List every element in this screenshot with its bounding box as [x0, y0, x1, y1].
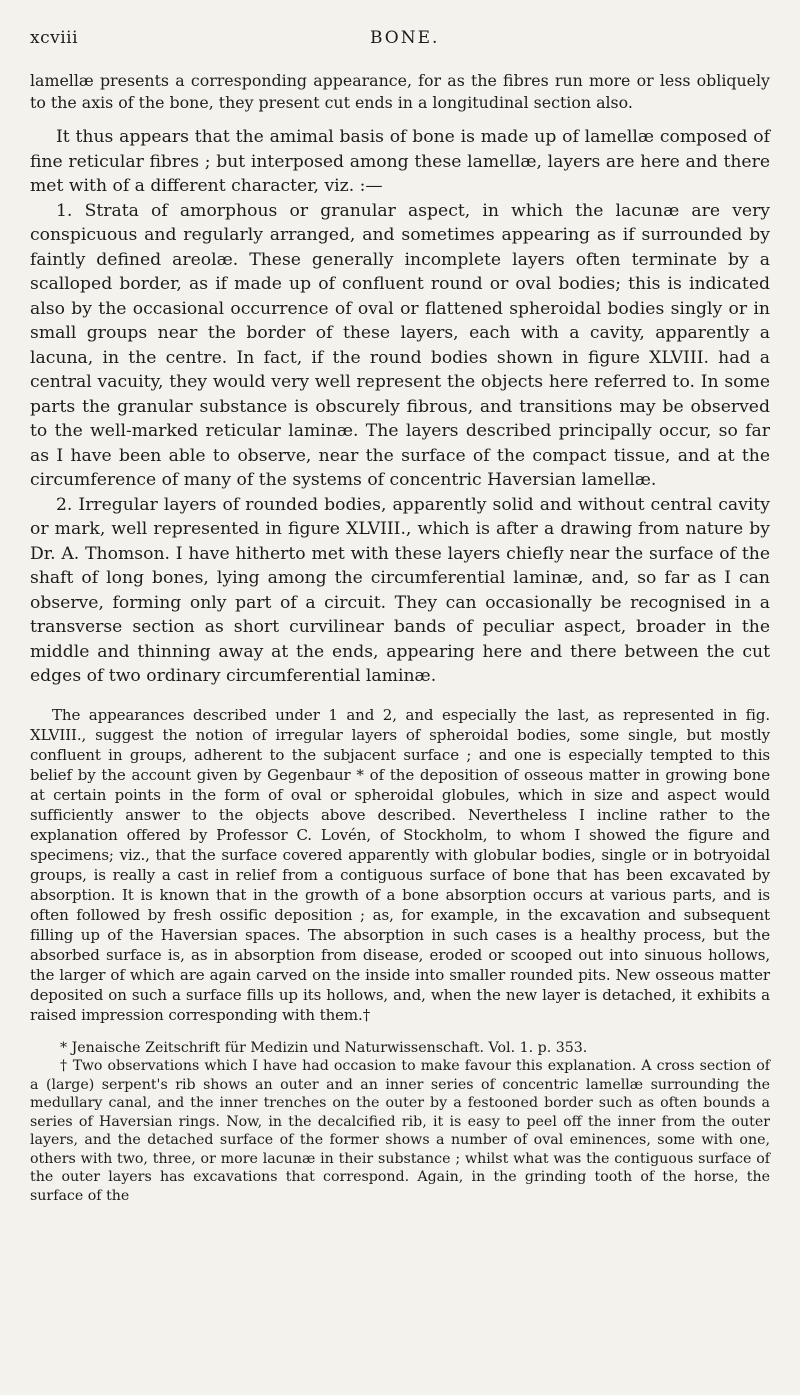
discussion-paragraph: The appearances described under 1 and 2, and especially the last, as represented in fig. XLVIII., suggest the notion of irregular layers of spheroidal bodies, some single, but mostly confluent in groups, adherent to the subjacent surface ; and one is especially tempted to this belief by the account given by Gegenbaur * of the deposition of osseous matter in growing bone at certain points in the form of oval or spheroidal globules, which in size and aspect would sufficiently answer to the objects above described. Nevertheless I incline rather to the explanation offered by Professor C. Lovén, of Stockholm, to whom I showed the figure and specimens; viz., that the surface covered apparently with globular bodies, single or in botryoidal groups, is really a cast in relief from a contiguous surface of bone that has been excavated by absorption. It is known that in the growth of a bone absorption occurs at various parts, and is often followed by fresh ossific deposition ; as, for example, in the excavation and subsequent filling up of the Haversian spaces. The absorption in such cases is a healthy process, but the absorbed surface is, as in absorption from disease, eroded or scooped out into sinuous hollows, the larger of which are again carved on the inside into smaller rounded pits. New osseous matter deposited on such a surface fills up its hollows, and, when the new layer is detached, it exhibits a raised impression corresponding with them.†	[30, 705, 770, 1024]
page-number: xcviii	[30, 28, 79, 48]
body-paragraph-strata: 1. Strata of amorphous or granular aspect, in which the lacunæ are very conspicuous and regularly arranged, and sometimes appearing as if surrounded by faintly defined areolæ. These generally incomplete layers often terminate by a scalloped border, as if made up of confluent round or oval bodies; this is indicated also by the occasional occurrence of oval or flattened spheroidal bodies singly or in small groups near the border of these layers, each with a cavity, apparently a lacuna, in the centre. In fact, if the round bodies shown in figure XLVIII. had a central vacuity, they would very well represent the objects here referred to. In some parts the granular substance is obscurely fibrous, and transitions may be observed to the well-marked reticular laminæ. The layers described principally occur, so far as I have been able to observe, near the surface of the compact tissue, and at the circumference of many of the systems of concentric Haversian lamellæ.	[30, 200, 770, 490]
running-title: BONE.	[370, 28, 440, 48]
continuation-paragraph: lamellæ presents a corresponding appearance, for as the fibres run more or less obliquely to the axis of the bone, they present cut ends in a longitudinal section also.	[30, 71, 770, 112]
body-paragraph-irregular-layers: 2. Irregular layers of rounded bodies, apparently solid and without central cavity or mark, well represented in figure XLVIII., which is after a drawing from nature by Dr. A. Thomson. I have hitherto met with these layers chiefly near the surface of the shaft of long bones, lying among the circumferential laminæ, and, so far as I can observe, forming only part of a circuit. They can occasionally be recognised in a transverse section as short curvilinear bands of peculiar aspect, broader in the middle and thinning away at the ends, appearing here and there between the cut edges of two ordinary circumferential laminæ.	[30, 494, 770, 686]
book-page	[30, 28, 770, 1205]
footnote-1: * Jenaische Zeitschrift für Medizin und Naturwissenschaft. Vol. 1. p. 353.	[60, 1039, 588, 1056]
running-head	[30, 28, 770, 58]
footnote-2: † Two observations which I have had occasion to make favour this explanation. A cross section of a (large) serpent's rib shows an outer and an inner series of concentric lamellæ surrounding the medullary canal, and the inner trenches on the outer by a festooned border such as often bounds a series of Haversian rings. Now, in the decalcified rib, it is easy to peel off the inner from the outer layers, and the detached surface of the former shows a number of oval eminences, some with one, others with two, three, or more lacunæ in their substance ; whilst what was the contiguous surface of the outer layers has excavations that correspond. Again, in the grinding tooth of the horse, the surface of the	[30, 1058, 770, 1204]
body-paragraph-intro: It thus appears that the amimal basis of bone is made up of lamellæ composed of fine reticular fibres ; but interposed among these lamellæ, layers are here and there met with of a different character, viz. :—	[30, 127, 770, 196]
footnotes	[30, 1039, 770, 1206]
